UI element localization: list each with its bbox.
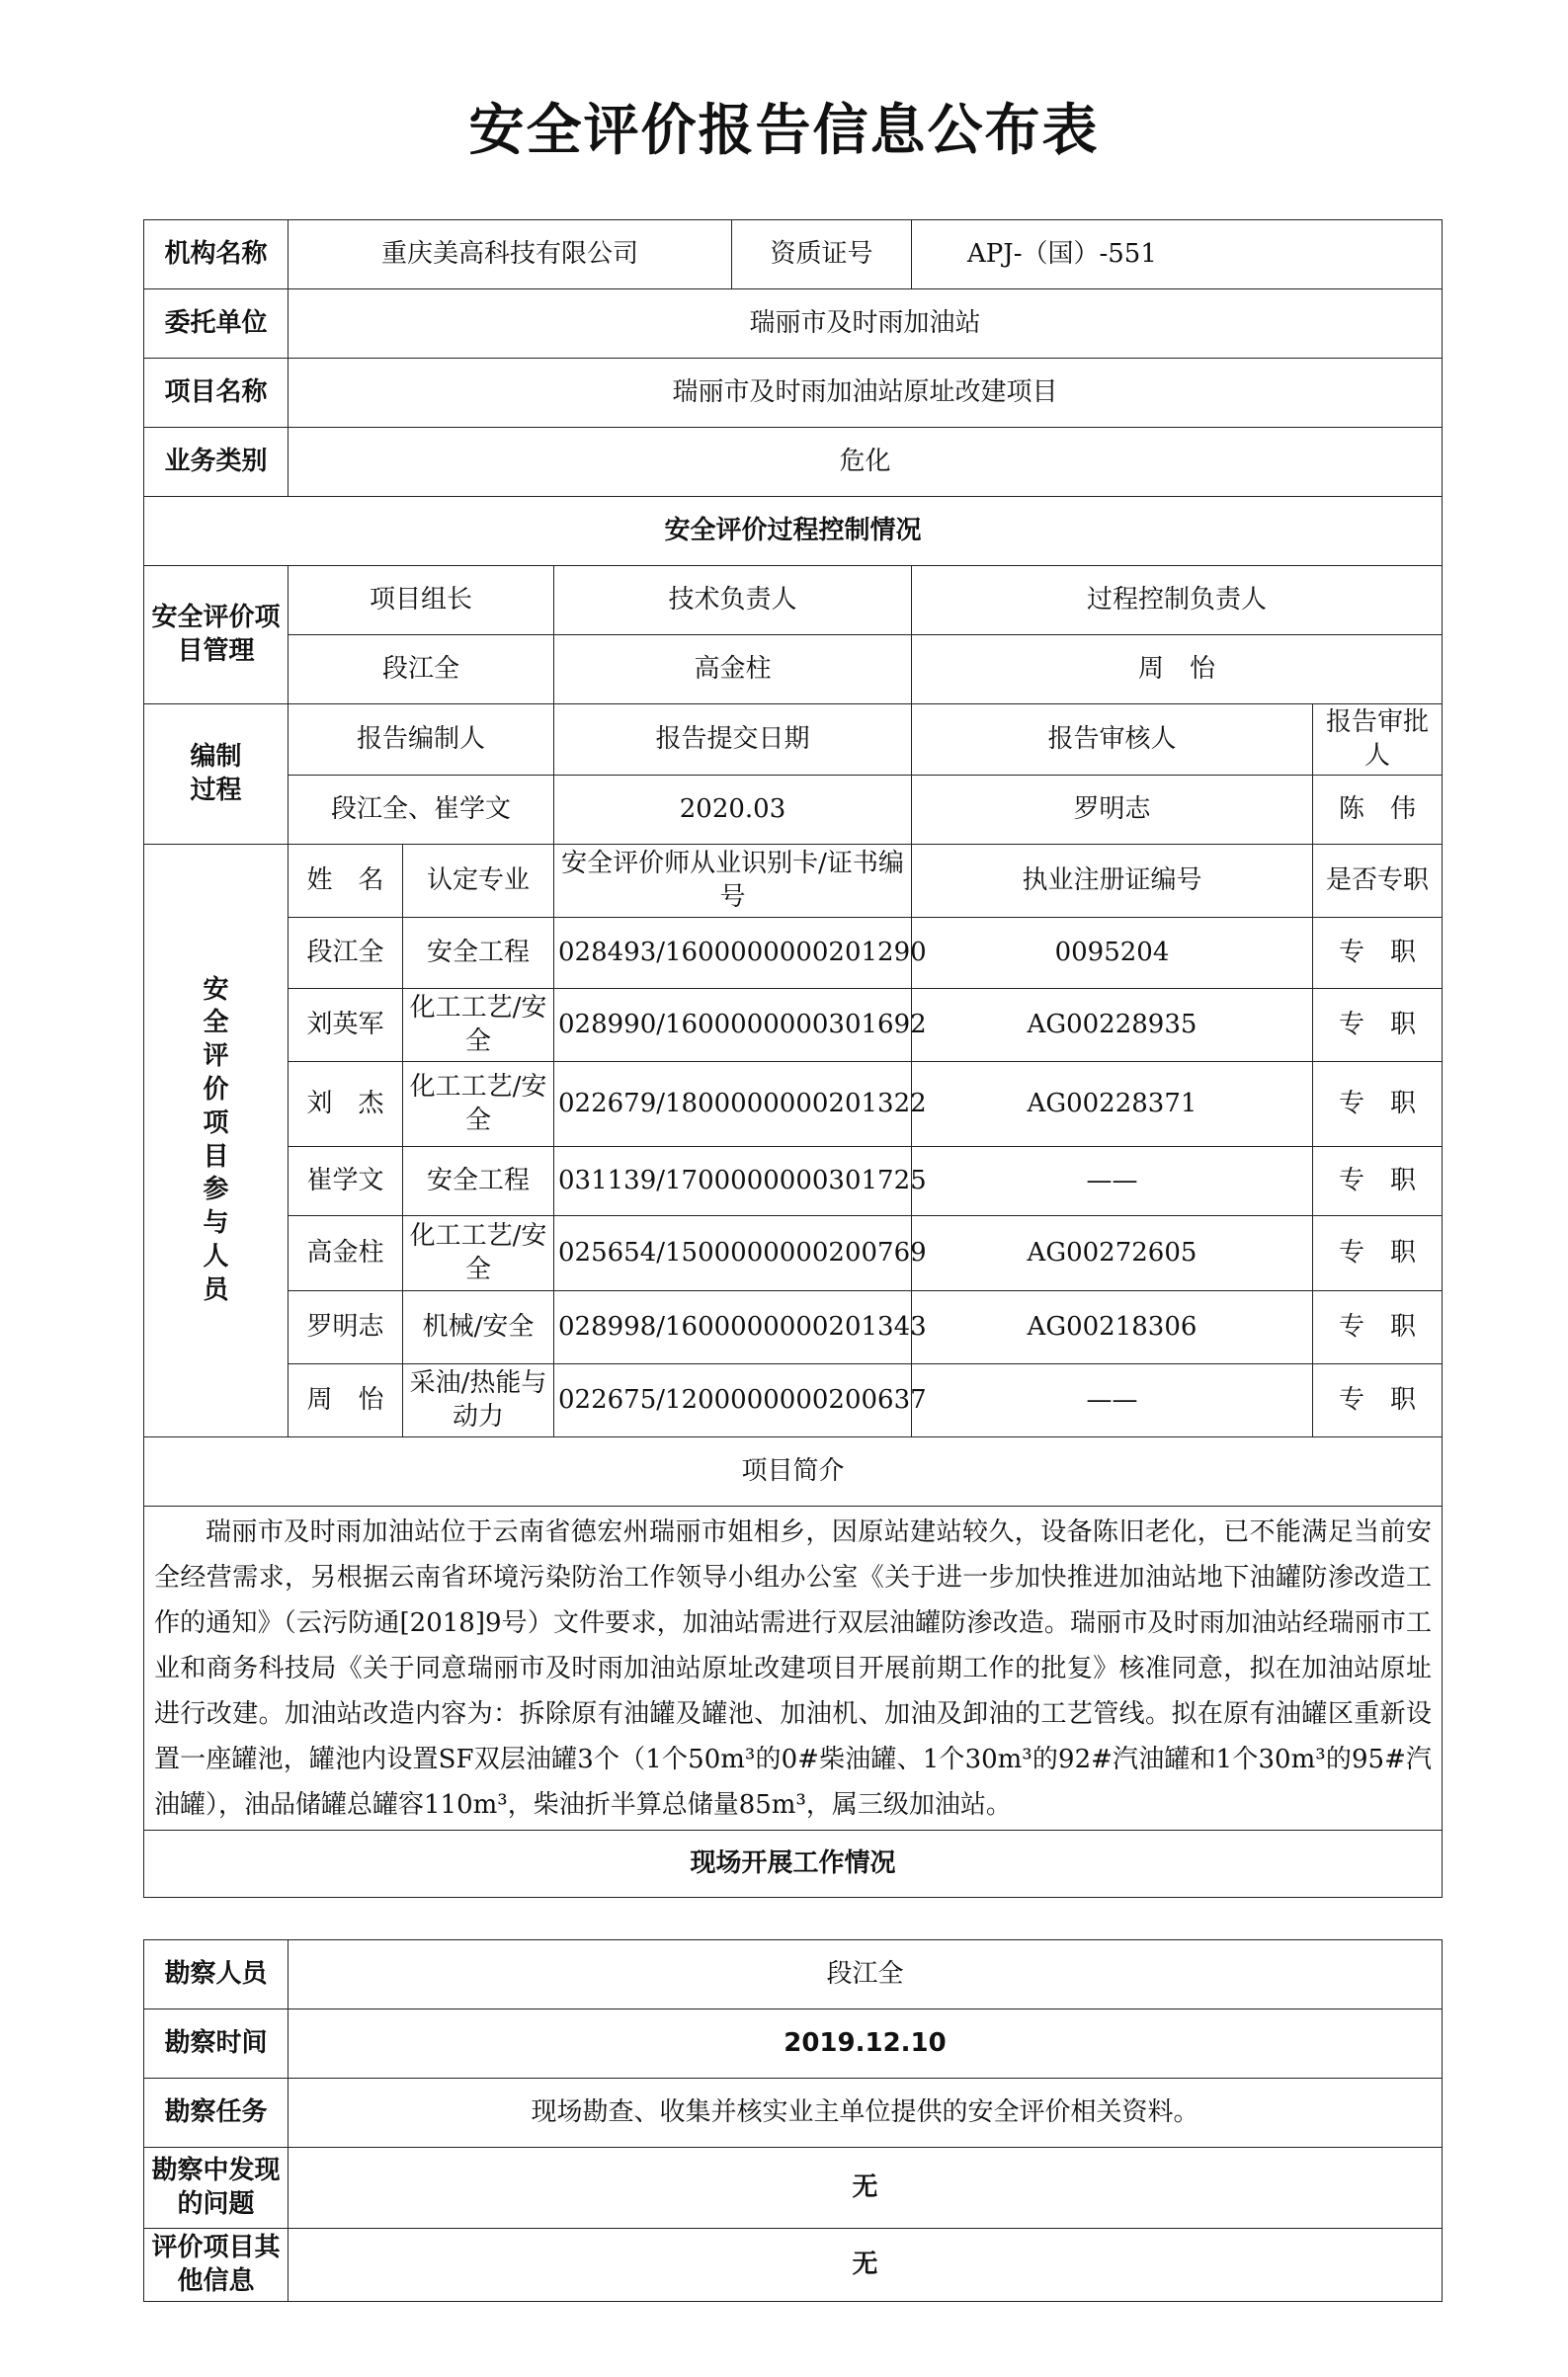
survey-issues-value: 无 [289,2148,1443,2229]
survey-staff-value: 段江全 [289,1940,1443,2009]
participant-card: 025654/1500000000200769 [554,1216,912,1291]
participant-row [144,1216,1443,1291]
management-label: 安全评价项目管理 [144,566,289,704]
participant-major: 机械/安全 [403,1291,554,1364]
business-row [144,428,1443,497]
participant-name: 刘 杰 [289,1062,403,1147]
management-value-row [144,635,1443,704]
survey-time-value: 2019.12.10 [289,2009,1443,2079]
intro-heading-row [144,1437,1443,1507]
field-heading-row [144,1831,1443,1898]
project-row [144,359,1443,428]
participant-reg: —— [912,1147,1313,1216]
participant-major: 安全工程 [403,1147,554,1216]
management-header-tech: 技术负责人 [554,566,912,635]
participant-fulltime: 专 职 [1313,1216,1443,1291]
participants-header-reg: 执业注册证编号 [912,845,1313,918]
field-heading: 现场开展工作情况 [144,1831,1443,1898]
participant-reg: AG00218306 [912,1291,1313,1364]
participant-major: 化工工艺/安全 [403,989,554,1062]
participant-name: 刘英军 [289,989,403,1062]
compilation-header-author: 报告编制人 [289,704,554,776]
management-header-leader: 项目组长 [289,566,554,635]
compilation-date: 2020.03 [554,776,912,845]
participant-reg: —— [912,1364,1313,1437]
management-header-control: 过程控制负责人 [912,566,1443,635]
compilation-header-date: 报告提交日期 [554,704,912,776]
participant-card: 028493/1600000000201290 [554,918,912,989]
participants-header-row [144,845,1443,918]
participant-name: 高金柱 [289,1216,403,1291]
participant-card: 028990/1600000000301692 [554,989,912,1062]
management-leader: 段江全 [289,635,554,704]
process-heading: 安全评价过程控制情况 [144,497,1443,566]
participant-fulltime: 专 职 [1313,989,1443,1062]
participant-name: 崔学文 [289,1147,403,1216]
participant-row [144,989,1443,1062]
participant-name: 周 怡 [289,1364,403,1437]
management-control: 周 怡 [912,635,1443,704]
project-label: 项目名称 [144,359,289,428]
survey-task-row [144,2079,1443,2148]
participants-header-card: 安全评价师从业识别卡/证书编号 [554,845,912,918]
compilation-header-approver: 报告审批人 [1313,704,1443,776]
survey-issues-row [144,2148,1443,2229]
participant-reg: 0095204 [912,918,1313,989]
participant-card: 022679/1800000000201322 [554,1062,912,1147]
survey-other-label: 评价项目其他信息 [144,2229,289,2302]
participant-card: 022675/1200000000200637 [554,1364,912,1437]
management-tech: 高金柱 [554,635,912,704]
participant-reg: AG00228371 [912,1062,1313,1147]
participant-card: 028998/1600000000201343 [554,1291,912,1364]
info-table [143,219,1443,1898]
participants-header-major: 认定专业 [403,845,554,918]
compilation-label: 编制过程 [144,704,289,845]
participant-fulltime: 专 职 [1313,1291,1443,1364]
org-row [144,220,1443,289]
compilation-reviewer: 罗明志 [912,776,1313,845]
org-name-value: 重庆美高科技有限公司 [289,220,732,289]
participant-row [144,1062,1443,1147]
compilation-header-reviewer: 报告审核人 [912,704,1313,776]
participant-fulltime: 专 职 [1313,1062,1443,1147]
participants-label: 安全评价项目参与人员 [144,845,289,1437]
intro-text: 瑞丽市及时雨加油站位于云南省德宏州瑞丽市姐相乡，因原站建站较久，设备陈旧老化，已不能满足当前安全经营需求，另根据云南省环境污染防治工作领导小组办公室《关于进一步加快推进加油站地下油罐防渗改造工作的通知》（云污防通[2018]9号）文件要求，加油站需进行双层油罐防渗改造。瑞丽市及时雨加油站经瑞丽市工业和商务科技局《关于同意瑞丽市及时雨加油站原址改建项目开展前期工作的批复》核准同意，拟在加油站原址进行改建。加油站改造内容为：拆除原有油罐及罐池、加油机、加油及卸油的工艺管线。拟在原有油罐区重新设置一座罐池，罐池内设置SF双层油罐3个（1个50m³的0#柴油罐、1个30m³的92#汽油罐和1个30m³的95#汽油罐），油品储罐总罐容110m³，柴油折半算总储量85m³，属三级加油站。 [144,1507,1443,1831]
participant-row [144,1291,1443,1364]
participant-reg: AG00228935 [912,989,1313,1062]
survey-other-value: 无 [289,2229,1443,2302]
client-value: 瑞丽市及时雨加油站 [289,289,1443,359]
survey-task-value: 现场勘查、收集并核实业主单位提供的安全评价相关资料。 [289,2079,1443,2148]
client-label: 委托单位 [144,289,289,359]
survey-table [143,1939,1443,2302]
survey-issues-label: 勘察中发现的问题 [144,2148,289,2229]
business-value: 危化 [289,428,1443,497]
compilation-approver: 陈 伟 [1313,776,1443,845]
participants-header-name: 姓 名 [289,845,403,918]
survey-staff-label: 勘察人员 [144,1940,289,2009]
participant-fulltime: 专 职 [1313,1364,1443,1437]
survey-time-row [144,2009,1443,2079]
participant-name: 罗明志 [289,1291,403,1364]
participant-row [144,918,1443,989]
participant-card: 031139/1700000000301725 [554,1147,912,1216]
participant-major: 化工工艺/安全 [403,1216,554,1291]
participant-fulltime: 专 职 [1313,918,1443,989]
survey-time-label: 勘察时间 [144,2009,289,2079]
page-title: 安全评价报告信息公布表 [468,99,1100,163]
participant-row [144,1364,1443,1437]
participant-fulltime: 专 职 [1313,1147,1443,1216]
participants-header-fulltime: 是否专职 [1313,845,1443,918]
intro-heading: 项目简介 [144,1437,1443,1507]
project-value: 瑞丽市及时雨加油站原址改建项目 [289,359,1443,428]
client-row [144,289,1443,359]
cert-label: 资质证号 [732,220,912,289]
compilation-author: 段江全、崔学文 [289,776,554,845]
participant-row [144,1147,1443,1216]
business-label: 业务类别 [144,428,289,497]
participant-major: 采油/热能与动力 [403,1364,554,1437]
survey-other-row [144,2229,1443,2302]
process-heading-row [144,497,1443,566]
compilation-header-row [144,704,1443,776]
participant-major: 化工工艺/安全 [403,1062,554,1147]
compilation-value-row [144,776,1443,845]
org-name-label: 机构名称 [144,220,289,289]
participant-major: 安全工程 [403,918,554,989]
cert-value: APJ-（国）-551 [912,220,1443,289]
participant-name: 段江全 [289,918,403,989]
survey-staff-row [144,1940,1443,2009]
management-header-row [144,566,1443,635]
survey-task-label: 勘察任务 [144,2079,289,2148]
intro-text-row [144,1507,1443,1831]
participant-reg: AG00272605 [912,1216,1313,1291]
